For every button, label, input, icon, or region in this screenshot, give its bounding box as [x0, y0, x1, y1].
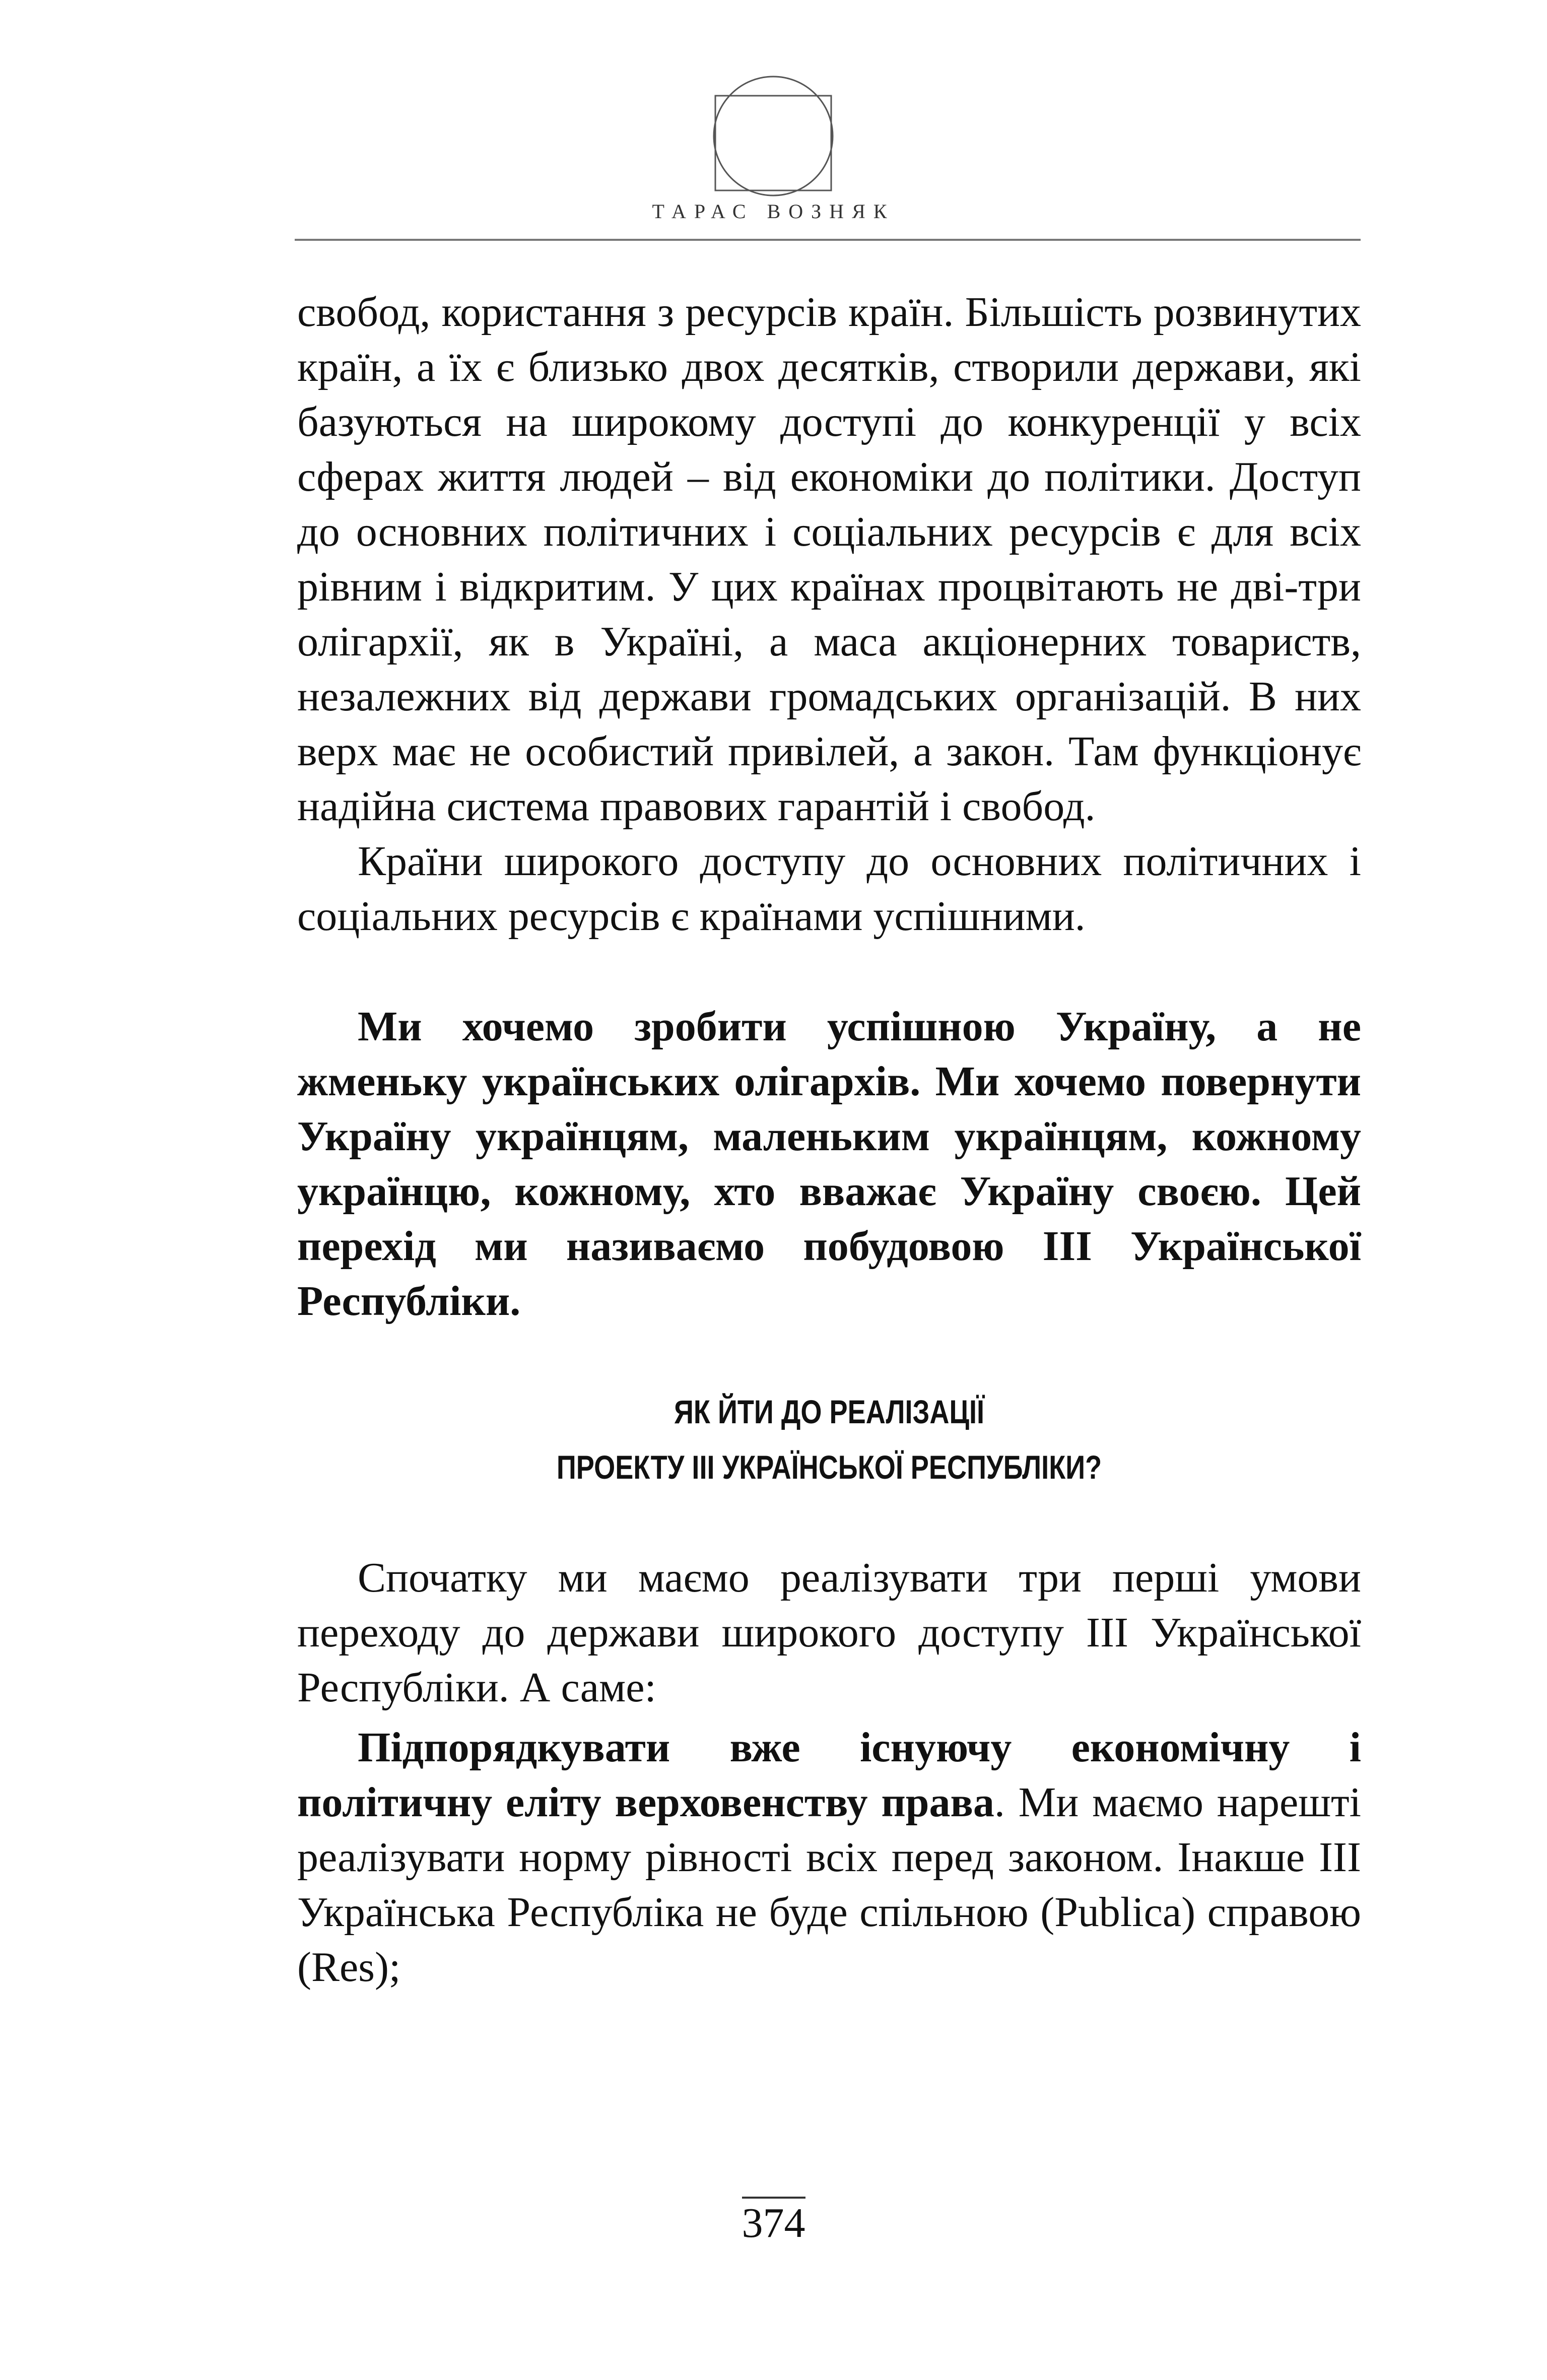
- paragraph-5: [297, 1720, 1361, 1995]
- footer: [0, 2197, 1547, 2246]
- section-heading-line-1: ЯК ЙТИ ДО РЕАЛІЗАЦІЇ: [674, 1393, 984, 1430]
- header-divider: [295, 239, 1361, 241]
- page-body: [297, 285, 1361, 1995]
- page-number: 374: [742, 2197, 805, 2246]
- paragraph-5-text: . Ми маємо нарешті реалізувати норму рівності всіх перед законом. Інакше ІІІ Українська Республіка не буде спільною (Publica) справою (Res);: [297, 1779, 1361, 1991]
- paragraph-5-bold-lead: Підпорядкувати вже існуючу економічну і політичну еліту верховенству права: [297, 1724, 1361, 1826]
- paragraph-1: свобод, користання з ресурсів країн. Більшість розвинутих країн, а їх є близько двох десятків, створили держави, які базуються на широкому доступі до конкуренції у всіх сферах життя людей – від економіки до політики. Доступ до основних політичних і соціальних ресурсів є для всіх рівним і відкритим. У цих країнах процвітають не дві-три олігархії, як в Україні, а маса акціонерних товариств, незалежних від держави громадських організацій. В них верх має не особистий привілей, а закон. Там функціонує надійна система правових гарантій і свобод.: [297, 289, 1361, 830]
- paragraph-2: Країни широкого доступу до основних політичних і соціальних ресурсів є країнами успішними.: [297, 838, 1361, 940]
- section-heading-line-2: ПРОЕКТУ ІІІ УКРАЇНСЬКОЇ РЕСПУБЛІКИ?: [556, 1448, 1102, 1486]
- circle-square-emblem-icon: [705, 76, 841, 212]
- paragraph-3-emphasis: Ми хочемо зробити успішною Україну, а не жменьку українських олігархів. Ми хочемо повернути Україну українцям, маленьким українцям, кожному українцю, кожному, хто вважає Україну своєю. Цей перехід ми називаємо побудовою ІІІ Української Республіки.: [297, 1003, 1361, 1325]
- running-header-author: ТАРАС ВОЗНЯК: [652, 200, 895, 223]
- paragraph-4: Спочатку ми маємо реалізувати три перші умови переходу до держави широкого доступу ІІІ Української Республіки. А саме:: [297, 1554, 1361, 1711]
